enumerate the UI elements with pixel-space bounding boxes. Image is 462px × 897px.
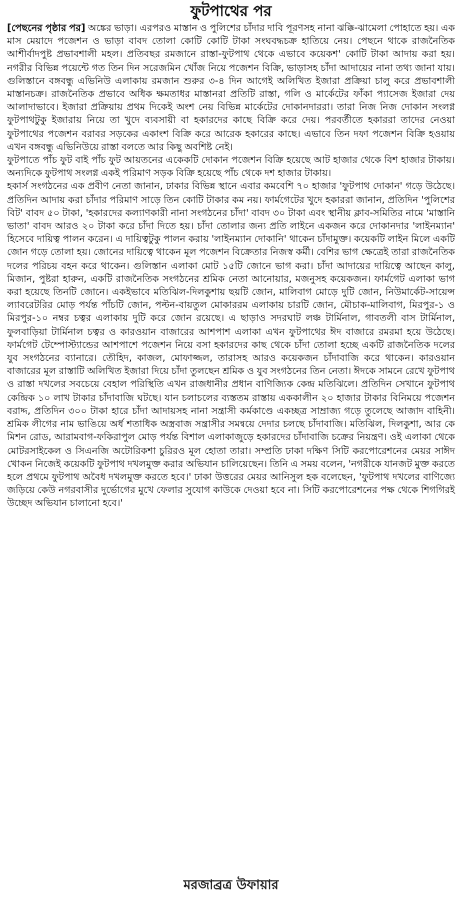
continuation-marker: [পেছনের পৃষ্ঠার পর] [7, 23, 86, 34]
article-headline: ফুটপাথের পর [190, 2, 272, 20]
article-paragraph-1 [7, 22, 455, 154]
article-paragraph-2: ফুটপাতে পাঁচ ফুট বাই পাঁচ ফুট আয়তনের একেকটি দোকান পজেশন বিক্রি হয়েছে আট হাজার থেকে বিশ হাজার টাকায়। অন্যদিকে ফুটপাথ সংলগ্ন একই পরিমাণ সড়ক বিক্রি হয়েছে পাঁচ থেকে দশ হাজার টাকায়। [7, 155, 455, 180]
article-paragraph-3: হকার্স সংগঠনের এক প্রবীণ নেতা জানান, ঢাকার বিভিন্ন স্থানে এবার কমবেশি ৭০ হাজার 'ফুটপাথ দোকান' গড়ে উঠেছে। প্রতিদিন আদায় করা চাঁদার পরিমাণ সাড়ে তিন কোটি টাকার কম নয়। ফার্মগেটের খুদে হকাররা জানান, প্রতিদিন 'পুলিশের বিট' বাবদ ৫০ টাকা, 'হকারদের কল্যাণকারী নানা সংগঠনের চাঁদা' বাবদ ৩০ টাকা এবং স্থানীয় ক্লাব-সমিতির নামে 'মাস্তানি ভাতা' বাবদ আরও ২০ টাকা করে চাঁদা দিতে হয়। চাঁদা তোলার জন্য প্রতি লাইনে একজন করে দোকানদার 'লাইনম্যান' হিসেবে দায়িত্ব পালন করেন। এ দায়িত্বটুকু পালন করায় 'লাইনম্যান দোকানি' থাকেন চাঁদামুক্ত। কয়েকটি লাইন মিলে একটি জোন গড়ে তোলা হয়। জোনের দায়িত্বে থাকেন মূল পজেশন বিক্রেতার নিজস্ব কর্মী। বেশির ভাগ ক্ষেত্রেই তারা রাজনৈতিক দলের পরিচয় বহন করে থাকেন। গুলিস্তান এলাকা মোট ১৫টি জোনে ভাগ করা। চাঁদা আদায়ের দায়িত্বে আছেন কালু, মিজান, পুষ্টরা হারুন, একটি রাজনৈতিক সংগঠনের শ্রমিক নেতা আনোয়ার, মজনুসহ কয়েকজন। ফার্মগেট এলাকা ভাগ করা হয়েছে তিনটি জোনে। একইভাবে মতিঝিল-দিলকুশায় ছয়টি জোন, মালিবাগ মোড়ে দুটি জোন, নিউমার্কেট-সায়েন্স ল্যাবরেটরির মোড় পর্যন্ত পাঁচটি জোন, পল্টন-বায়তুল মোকাররম এলাকায় চারটি জোন, মৌচাক-মালিবাগ, মিরপুর-১ ও মিরপুর-১০ নম্বর চত্বর এলাকায় দুটি করে জোন রয়েছে। এ ছাড়াও সদরঘাট লঞ্চ টার্মিনাল, গাবতলী বাস টার্মিনাল, ফুলবাড়িয়া টার্মিনাল চত্বর ও কারওয়ান বাজারের আশপাশ এলাকা এখন ফুটপাথের ঈদ বাজারে রমরমা হয়ে উঠেছে। ফার্মগেট টেম্পোস্ট্যান্ডের আশপাশে পজেশন নিয়ে বসা হকারদের কাছ থেকে চাঁদা তোলা হচ্ছে একটি রাজনৈতিক দলের যুব সংগঠনের ব্যানারে। তৌহিদ, কাজল, মোফাজ্জল, তারাসহ আরও কয়েকজন চাঁদাবাজি করে থাকেন। কারওয়ান বাজারের মূল রাস্তাটি অলিখিত ইজারা দিয়ে চাঁদা তুলছেন শ্রমিক ও যুব সংগঠনের তিন নেতা। ঈদকে সামনে রেখে ফুটপাথ ও রাস্তা দখলের সবচেয়ে বেহাল পরিস্থিতি এখন রাজধানীর প্রধান বাণিজ্যিক কেন্দ্র মতিঝিলে। প্রতিদিন সেখানে ফুটপাথ কেন্দ্রিক ১০ লাখ টাকার চাঁদাবাজি ঘটছে। যান চলাচলের ব্যস্ততম রাস্তায় এককালীন ২০ হাজার টাকার বিনিময়ে পজেশন বরাদ্দ, প্রতিদিন ৩০০ টাকা হারে চাঁদা আদায়সহ নানা সন্ত্রাসী কর্মকাণ্ডে একচ্ছত্র সাম্রাজ্য গড়ে তুলেছে আজাদ বাহিনী। শ্রমিক লীগের নাম ভাঙিয়ে অর্ধ শতাধিক অস্ত্রবাজ সন্ত্রাসীর সমন্বয়ে দেদার চলছে চাঁদাবাজি। মতিঝিল, দিলকুশা, আর কে মিশন রোড, আরামবাগ-ফকিরাপুল মোড় পর্যন্ত বিশাল এলাকাজুড়ে হকারদের চাঁদাবাজি চক্রের নিয়ন্ত্রণ। ওই এলাকা থেকে মোটরসাইকেল ও সিএনজি অটোরিকশা চুরিরও মূল হোতা তারা। সম্প্রতি ঢাকা দক্ষিণ সিটি করপোরেশনের মেয়র সাঈদ খোকন নিজেই কয়েকটি ফুটপাথ দখলমুক্ত করার অভিযান চালিয়েছেন। তিনি এ সময় বলেন, 'নগরীকে যানজট মুক্ত করতে হলে প্রথমে ফুটপাথ অবৈধ দখলমুক্ত করতে হবে।' ঢাকা উত্তরের মেয়র আনিসুল হক বলেছেন, 'ফুটপাথ দখলের বাণিজ্যে জড়িয়ে কেউ নগরবাসীর দুর্ভোগের মুখে ফেলার সুযোগ কাউকে দেওয়া হবে না। সিটি করপোরেশনের পক্ষ থেকে শিগগিরই উচ্ছেদ অভিযান চালানো হবে।' [7, 181, 455, 510]
author-byline: মরজাব্রত্র উফায়ার [183, 878, 279, 893]
article-body [7, 22, 455, 511]
paragraph-text: অঙ্কের ভাড়া। এরপরও মাস্তান ও পুলিশের চাঁদার দাবি পূরণসহ নানা ঝক্কি-ঝামেলা পোহাতে হয়। এক মাস মেয়াদে পজেশন ও ভাড়া বাবদ তোলা কোটি কোটি টাকা সংঘবদ্ধচক্র হাতিয়ে নেয়। পেছনে থাকে রাজনৈতিক আশীর্বাদপুষ্ট প্রভাবশালী মহল। প্রতিবছর রমজানে রাস্তা-ফুটপাথ থেকে এভাবে কয়েকশ' কোটি টাকা আদায় করা হয়। নগরীর বিভিন্ন পয়েন্টে গত তিন দিন সরেজমিন খোঁজ নিয়ে পজেশন বিক্রি, ভাড়াসহ চাঁদা আদায়ের নানা তথ্য জানা যায়। গুলিস্তানে বঙ্গবন্ধু এভিনিউ এলাকায় রমজান শুরুর ৩-৪ দিন আগেই অলিখিত ইজারা প্রক্রিয়া চালু করে প্রভাবশালী মাস্তানচক্র। রাজনৈতিক প্রভাবে অধিক ক্ষমতাধর মাস্তানরা প্রতিটি রাস্তা, গলি ও মার্কেটের ফাঁকা প্যাসেজ ইজারা দেয় আলাদাভাবে। ইজারা প্রক্রিয়ায় প্রথম দিকেই অংশ নেয় বিভিন্ন মার্কেটের দোকানদাররা। তারা নিজ নিজ দোকান সংলগ্ন ফুটপাথটুকু ইজারায় নিয়ে তা খুদে ব্যবসায়ী বা হকারদের কাছে বিক্রি করে দেয়। পরবর্তীতে হকাররা তাদের নেওয়া ফুটপাথের পজেশন বরাবর সড়কের একাংশ বিক্রি করে আরেক হকারের কাছে। এভাবে তিন দফা পজেশন বিক্রি হওয়ায় এখন বঙ্গবন্ধু এভিনিউয়ে রাস্তা বলতে আর কিছু অবশিষ্ট নেই। [7, 23, 455, 153]
